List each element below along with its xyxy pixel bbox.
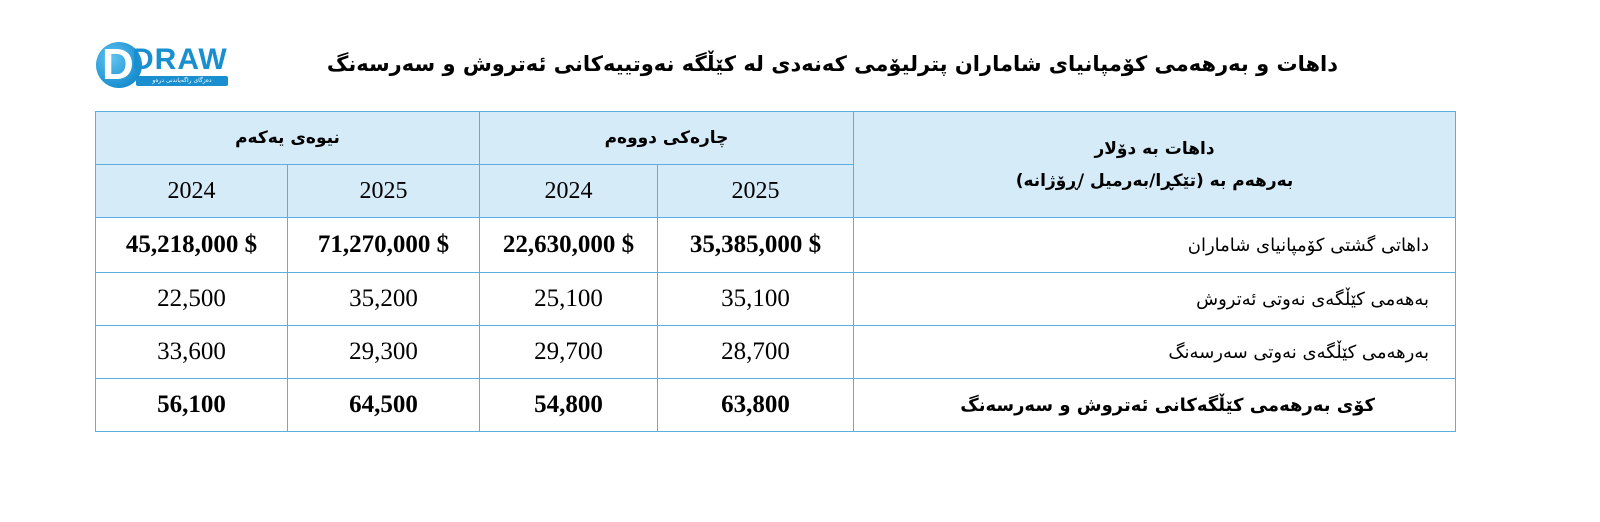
table-row-total-production	[96, 379, 1456, 432]
table-row-sarsang	[96, 326, 1456, 379]
table-cell: 33,600	[96, 326, 288, 379]
row-label: داهاتی گشتی کۆمپانیای شاماران	[854, 218, 1456, 273]
table-cell: 29,300	[288, 326, 480, 379]
table-cell: 35,200	[288, 273, 480, 326]
logo-d-letter-icon: D	[102, 40, 134, 89]
header-label-line1: داهات بە دۆلار	[1094, 138, 1215, 159]
header-year: 2024	[480, 165, 658, 218]
header-group-h1: نیوەی یەکەم	[96, 112, 480, 165]
header-year: 2024	[96, 165, 288, 218]
table-cell: 22,500	[96, 273, 288, 326]
table-cell: 54,800	[480, 379, 658, 432]
draw-logo	[96, 40, 236, 92]
table-cell: 28,700	[658, 326, 854, 379]
logo-wordmark: DRAW	[132, 43, 228, 76]
table-cell: 63,800	[658, 379, 854, 432]
table-cell: 64,500	[288, 379, 480, 432]
table-cell: 56,100	[96, 379, 288, 432]
table-cell: $ 35,385,000	[658, 218, 854, 273]
table-row-total-revenue	[96, 218, 1456, 273]
header-year: 2025	[288, 165, 480, 218]
row-label: بەرهەمی کێڵگەی نەوتی سەرسەنگ	[854, 326, 1456, 379]
table-row-atrush	[96, 273, 1456, 326]
header-year: 2025	[658, 165, 854, 218]
page-title: داهات و بەرهەمی کۆمپانیای شاماران پترلیۆمی کەنەدی لە کێڵگە نەوتییەکانی ئەتروش و سەرسەنگ	[326, 52, 1338, 76]
table-cell: 35,100	[658, 273, 854, 326]
logo-tagline: دەزگای راگەیاندنی درەو	[136, 76, 228, 86]
header-label-line2: بەرهەم بە (تێکڕا/بەرمیل /ڕۆژانە)	[1015, 170, 1294, 191]
table-cell: 25,100	[480, 273, 658, 326]
production-revenue-table	[95, 111, 1456, 432]
header-group-q2: چارەکی دووەم	[480, 112, 854, 165]
table-cell: $ 71,270,000	[288, 218, 480, 273]
row-label: بەهەمی کێڵگەی نەوتی ئەتروش	[854, 273, 1456, 326]
table-cell: 29,700	[480, 326, 658, 379]
table-cell: $ 45,218,000	[96, 218, 288, 273]
header-label-cell	[854, 112, 1456, 218]
table-cell: $ 22,630,000	[480, 218, 658, 273]
row-label: کۆی بەرهەمی کێڵگەکانی ئەتروش و سەرسەنگ	[854, 379, 1456, 432]
table-header-row-groups	[96, 112, 1456, 165]
